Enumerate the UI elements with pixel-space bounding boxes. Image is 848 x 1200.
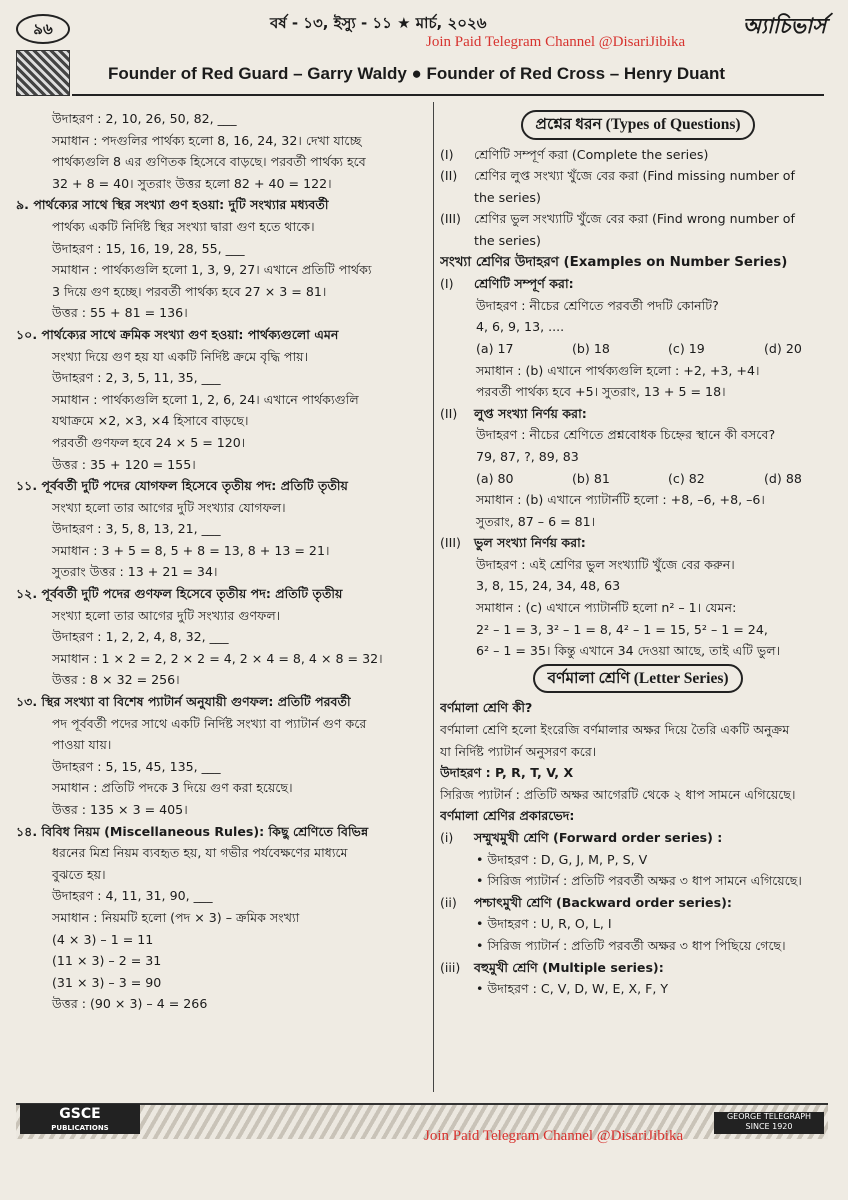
gsce-logo: GSCE PUBLICATIONS xyxy=(20,1104,140,1134)
letter-example: উদাহরণ : P, R, T, V, X xyxy=(440,765,574,781)
kind-heading: (iii) বহুমুখী শ্রেণি (Multiple series): xyxy=(440,959,664,975)
text-line: পদ পূর্ববর্তী পদের সাথে একটি নির্দিষ্ট সংখ্যা বা প্যাটার্ন গুণ করে xyxy=(52,715,367,731)
ex2-options: (a) 80 (b) 81 (c) 82 (d) 88 xyxy=(476,470,802,486)
text-line: পরবর্তী গুণফল হবে 24 × 5 = 120। xyxy=(52,434,246,450)
ex1-solution-2: পরবর্তী পার্থক্য হবে +5। সুতরাং, 13 + 5 = 18। xyxy=(476,384,726,400)
ex2-series: 79, 87, ?, 89, 83 xyxy=(476,448,579,464)
section-heading: ১৩. স্থির সংখ্যা বা বিশেষ প্যাটার্ন অনুযায়ী গুণফল: প্রতিটি পরবর্তী xyxy=(16,694,351,710)
banner-facts: Founder of Red Guard – Garry Waldy ● Founder of Red Cross – Henry Duant xyxy=(108,64,725,83)
page-number: ৯৬ xyxy=(16,14,70,44)
text-line: (4 × 3) – 1 = 11 xyxy=(52,931,154,947)
text-line: সংখ্যা দিয়ে গুণ হয় যা একটি নির্দিষ্ট ক্রমে বৃদ্ধি পায়। xyxy=(52,348,309,364)
kind-heading: (ii) পশ্চাৎমুখী শ্রেণি (Backward order series): xyxy=(440,894,732,910)
kinds-title: বর্ণমালা শ্রেণির প্রকারভেদ: xyxy=(440,808,575,824)
kind-example: • উদাহরণ : U, R, O, L, I xyxy=(440,913,836,935)
ex3-heading: ভুল সংখ্যা নির্ণয় করা: xyxy=(474,535,586,551)
text-line: যথাক্রমে ×2, ×3, ×4 হিসাবে বাড়ছে। xyxy=(52,413,249,429)
letter-definition-2: যা নির্দিষ্ট প্যাটার্ন অনুসরণ করে। xyxy=(440,743,597,759)
letter-series-title: বর্ণমালা শ্রেণি (Letter Series) xyxy=(533,664,742,694)
text-line: সংখ্যা হলো তার আগের দুটি সংখ্যার যোগফল। xyxy=(52,499,286,515)
header-rule xyxy=(72,94,824,96)
text-line: উত্তর : (90 × 3) – 4 = 266 xyxy=(52,996,208,1012)
magazine-brand: অ্যাচিভার্স xyxy=(742,14,826,38)
type-item: the series) xyxy=(474,232,541,248)
text-line: সমাধান : 1 × 2 = 2, 2 × 2 = 4, 2 × 4 = 8, 4 × 8 = 32। xyxy=(52,650,383,666)
text-line: উত্তর : 35 + 120 = 155। xyxy=(52,456,196,472)
kinds-list xyxy=(440,827,836,1000)
ex3-question: উদাহরণ : এই শ্রেণির ভুল সংখ্যাটি খুঁজে বের করুন। xyxy=(476,556,735,572)
examples-title: সংখ্যা শ্রেণির উদাহরণ (Examples on Number Series) xyxy=(440,254,788,270)
ex3-series: 3, 8, 15, 24, 34, 48, 63 xyxy=(476,578,621,594)
issue-line: বর্ষ - ১৩, ইস্যু - ১১ ★ মার্চ, ২০২৬ xyxy=(270,14,487,32)
section-heading: ১৪. বিবিধ নিয়ম (Miscellaneous Rules): কিছু শ্রেণিতে বিভিন্ন xyxy=(16,823,369,839)
type-item: (II) শ্রেণির লুপ্ত সংখ্যা খুঁজে বের করা (Find missing number of xyxy=(440,168,795,184)
kind-pattern: • সিরিজ প্যাটার্ন : প্রতিটি পরবর্তী অক্ষর ৩ ধাপ পিছিয়ে গেছে। xyxy=(440,935,836,957)
text-line: উদাহরণ : 15, 16, 19, 28, 55, ___ xyxy=(52,240,245,256)
text-line: উদাহরণ : 1, 2, 2, 4, 8, 32, ___ xyxy=(52,629,229,645)
ex3-solution-3: 6² – 1 = 35। কিন্তু এখানে 34 দেওয়া আছে, তাই এটি ভুল। xyxy=(476,643,781,659)
text-line: 32 + 8 = 40। সুতরাং উত্তর হলো 82 + 40 = 122। xyxy=(52,175,332,191)
section-heading: ১১. পূর্ববর্তী দুটি পদের যোগফল হিসেবে তৃতীয় পদ: প্রতিটি তৃতীয় xyxy=(16,478,348,494)
banner-logo-icon xyxy=(16,50,70,96)
ex1-question: উদাহরণ : নীচের শ্রেণিতে পরবর্তী পদটি কোনটি? xyxy=(476,297,719,313)
telegram-watermark-top: Join Paid Telegram Channel @DisariJibika xyxy=(426,34,686,50)
ex1-options: (a) 17 (b) 18 (c) 19 (d) 20 xyxy=(476,340,802,356)
text-line: উদাহরণ : 2, 3, 5, 11, 35, ___ xyxy=(52,370,221,386)
kind-pattern: • সিরিজ প্যাটার্ন : প্রতিটি পরবর্তী অক্ষর ৩ ধাপ সামনে এগিয়েছে। xyxy=(440,870,836,892)
type-item: the series) xyxy=(474,189,541,205)
text-line: সমাধান : পদগুলির পার্থক্য হলো 8, 16, 24, 32। দেখা যাচ্ছে xyxy=(52,132,362,148)
text-line: সমাধান : নিয়মটি হলো (পদ × 3) – ক্রমিক সংখ্যা xyxy=(52,909,300,925)
kind-example: • উদাহরণ : D, G, J, M, P, S, V xyxy=(440,849,836,871)
section-heading: ১২. পূর্ববর্তী দুটি পদের গুণফল হিসেবে তৃতীয় পদ: প্রতিটি তৃতীয় xyxy=(16,586,343,602)
text-line: বুঝতে হয়। xyxy=(52,866,106,882)
column-divider xyxy=(433,102,434,1092)
text-line: পার্থক্য একটি নির্দিষ্ট স্থির সংখ্যা দ্বারা গুণ হতে থাকে। xyxy=(52,218,315,234)
text-line: উদাহরণ : 5, 15, 45, 135, ___ xyxy=(52,758,221,774)
text-line: সমাধান : 3 + 5 = 8, 5 + 8 = 13, 8 + 13 = 21। xyxy=(52,542,330,558)
type-item: (III) শ্রেণির ভুল সংখ্যাটি খুঁজে বের করা (Find wrong number of xyxy=(440,211,795,227)
kind-example: • উদাহরণ : C, V, D, W, E, X, F, Y xyxy=(440,978,836,1000)
text-line: উত্তর : 135 × 3 = 405। xyxy=(52,802,188,817)
ex2-heading: লুপ্ত সংখ্যা নির্ণয় করা: xyxy=(474,405,587,421)
text-line: পাওয়া যায়। xyxy=(52,737,112,753)
ex3-solution: সমাধান : (c) এখানে প্যাটার্নটি হলো n² – 1। যেমন: xyxy=(476,600,737,616)
section-heading: ১০. পার্থক্যের সাথে ক্রমিক সংখ্যা গুণ হওয়া: পার্থক্যগুলো এমন xyxy=(16,326,339,342)
ex1-heading: শ্রেণিটি সম্পূর্ণ করা: xyxy=(474,276,574,292)
type-item: (I) শ্রেণিটি সম্পূর্ণ করা (Complete the series) xyxy=(440,146,709,162)
text-line: উদাহরণ : 2, 10, 26, 50, 82, ___ xyxy=(52,111,237,126)
text-line: উত্তর : 8 × 32 = 256। xyxy=(52,672,180,688)
ex1-series: 4, 6, 9, 13, .... xyxy=(476,319,565,335)
ex1-solution: সমাধান : (b) এখানে পার্থক্যগুলি হলো : +2, +3, +4। xyxy=(476,362,760,378)
text-line: সমাধান : পার্থক্যগুলি হলো 1, 3, 9, 27। এখানে প্রতিটি পার্থক্য xyxy=(52,262,372,278)
letter-question: বর্ণমালা শ্রেণি কী? xyxy=(440,700,533,716)
kind-heading: (i) সম্মুখমুখী শ্রেণি (Forward order series) : xyxy=(440,830,723,845)
ex2-solution: সমাধান : (b) এখানে প্যাটার্নটি হলো : +8, –6, +8, –6। xyxy=(476,492,765,508)
text-line: সংখ্যা হলো তার আগের দুটি সংখ্যার গুণফল। xyxy=(52,607,281,623)
text-line: সমাধান : প্রতিটি পদকে 3 দিয়ে গুণ করা হয়েছে। xyxy=(52,780,293,796)
letter-pattern: সিরিজ প্যাটার্ন : প্রতিটি অক্ষর আগেরটি থেকে ২ ধাপ সামনে এগিয়েছে। xyxy=(440,786,796,802)
text-line: (11 × 3) – 2 = 31 xyxy=(52,953,162,969)
text-line: উদাহরণ : 4, 11, 31, 90, ___ xyxy=(52,888,213,904)
text-line: 3 দিয়ে গুণ হচ্ছে। পরবর্তী পার্থক্য হবে 27 × 3 = 81। xyxy=(52,283,327,299)
letter-definition: বর্ণমালা শ্রেণি হলো ইংরেজি বর্ণমালার অক্ষর দিয়ে তৈরি একটি অনুক্রম xyxy=(440,722,790,738)
right-column: প্রশ্নের ধরন (Types of Questions) (I) শ্রেণিটি সম্পূর্ণ করা (Complete the series) (II) শ্রেণির লুপ্ত সংখ্যা খুঁজে বের করা (Find missing number of the series) (III) শ্রেণির ভুল সংখ্যাটি খুঁজে বের করা (Find wrong number of the series) সংখ্যা শ্রেণির উদাহরণ (Examples on Number Series) (I) শ্রেণিটি সম্পূর্ণ করা: উদাহরণ : নীচের শ্রেণিতে পরবর্তী পদটি কোনটি? 4, 6, 9, 13, .... (a) 17 (b) 18 (c) 19 (d) 20 সমাধান : (b) এখানে পার্থক্যগুলি হলো : +2, +3, +4। পরবর্তী পার্থক্য হবে +5। সুতরাং, 13 + 5 = 18। (II) লুপ্ত সংখ্যা নির্ণয় করা: উদাহরণ : নীচের শ্রেণিতে প্রশ্নবোধক চিহ্নের স্থানে কী বসবে? 79, 87, ?, 89, 83 (a) 80 (b) 81 (c) 82 (d) 88 সমাধান : (b) এখানে প্যাটার্নটি হলো : +8, –6, +8, –6। সুতরাং, 87 – 6 = 81। (III) ভুল সংখ্যা নির্ণয় করা: উদাহরণ : এই শ্রেণির ভুল সংখ্যাটি খুঁজে বের করুন। 3, 8, 15, 24, 34, 48, 63 সমাধান : (c) এখানে প্যাটার্নটি হলো n² – 1। যেমন: 2² – 1 = 3, 3² – 1 = 8, 4² – 1 = 15, 5² – 1 = 24, 6² – 1 = 35। কিন্তু এখানে 34 দেওয়া আছে, তাই এটি ভুল। বর্ণমালা শ্রেণি (Letter Series) বর্ণমালা শ্রেণি কী? বর্ণমালা শ্রেণি হলো ইংরেজি বর্ণমালার অক্ষর দিয়ে তৈরি একটি অনুক্রম যা নির্দিষ্ট প্যাটার্ন অনুসরণ করে। উদাহরণ : P, R, T, V, X সিরিজ প্যাটার্ন : প্রতিটি অক্ষর আগেরটি থেকে ২ ধাপ সামনে এগিয়েছে। বর্ণমালা শ্রেণির প্রকারভেদ: (i) সম্মুখমুখী শ্রেণি (Forward order series) : • উদাহরণ : D, G, J, M, P, S, V • সিরিজ প্যাটার্ন : প্রতিটি পরবর্তী অক্ষর ৩ ধাপ সামনে এগিয়েছে। (ii) পশ্চাৎমুখী শ্রেণি (Backward order series): • উদাহরণ : U, R, O, L, I • সিরিজ প্যাটার্ন : প্রতিটি পরবর্তী অক্ষর ৩ ধাপ পিছিয়ে গেছে। (iii) বহুমুখী শ্রেণি (Multiple series): • উদাহরণ : C, V, D, W, E, X, F, Y xyxy=(440,108,836,1000)
section-heading: ৯. পার্থক্যের সাথে স্থির সংখ্যা গুণ হওয়া: দুটি সংখ্যার মধ্যবর্তী xyxy=(16,197,329,213)
ex3-solution-2: 2² – 1 = 3, 3² – 1 = 8, 4² – 1 = 15, 5² – 1 = 24, xyxy=(476,621,768,637)
text-line: উদাহরণ : 3, 5, 8, 13, 21, ___ xyxy=(52,521,221,537)
text-line: ধরনের মিশ্র নিয়ম ব্যবহৃত হয়, যা গভীর পর্যবেক্ষণের মাধ্যমে xyxy=(52,845,348,861)
ex2-solution-2: সুতরাং, 87 – 6 = 81। xyxy=(476,513,596,529)
types-list xyxy=(440,144,836,252)
text-line: (31 × 3) – 3 = 90 xyxy=(52,974,162,990)
left-column xyxy=(16,108,426,1015)
text-line: উত্তর : 55 + 81 = 136। xyxy=(52,305,188,321)
types-title: প্রশ্নের ধরন (Types of Questions) xyxy=(521,110,754,140)
text-line: সমাধান : পার্থক্যগুলি হলো 1, 2, 6, 24। এখানে পার্থক্যগুলি xyxy=(52,391,359,407)
ex2-question: উদাহরণ : নীচের শ্রেণিতে প্রশ্নবোধক চিহ্নের স্থানে কী বসবে? xyxy=(476,427,776,443)
text-line: সুতরাং উত্তর : 13 + 21 = 34। xyxy=(52,564,218,580)
george-telegraph-logo: GEORGE TELEGRAPH SINCE 1920 xyxy=(714,1112,824,1134)
text-line: পার্থক্যগুলি 8 এর গুণিতক হিসেবে বাড়ছে। পরবর্তী পার্থক্য হবে xyxy=(52,154,366,170)
telegram-watermark-bottom: Join Paid Telegram Channel @DisariJibika xyxy=(424,1128,684,1144)
